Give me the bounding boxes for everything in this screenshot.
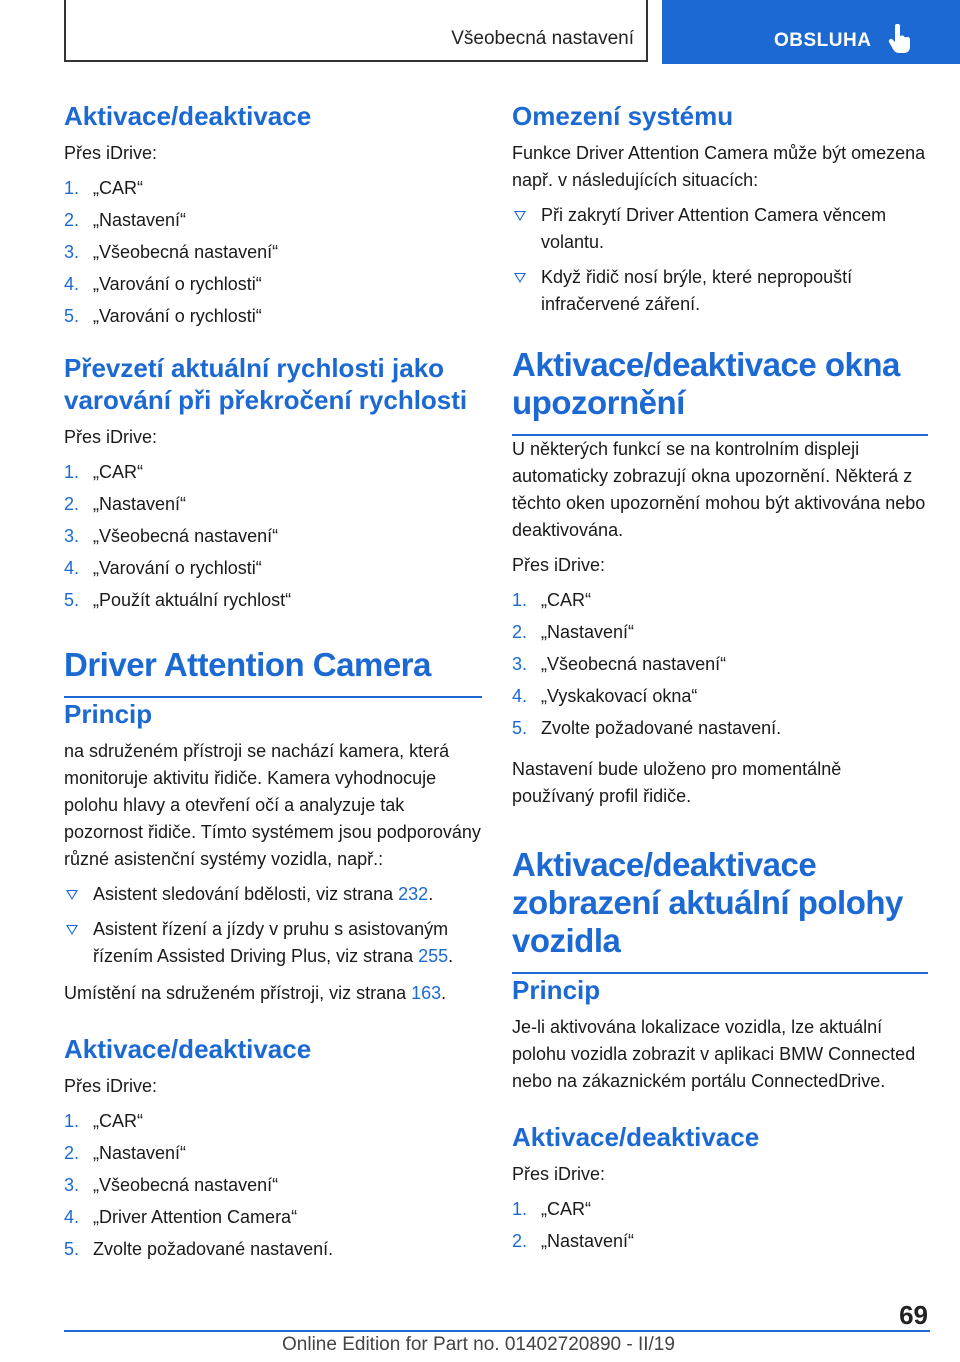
list-item: 2. „Nastavení“ xyxy=(64,1143,187,1163)
heading-vehicle-location: Aktivace/deaktivace zobrazení aktuální polohy vozidla xyxy=(512,846,928,974)
note-text: Nastavení bude uloženo pro momentálně používaný profil řidiče. xyxy=(512,759,842,806)
list-item: Když řidič nosí brýle, které nepropouští infračervené záření. xyxy=(512,264,928,318)
list-item: 3. „Všeobecná nastavení“ xyxy=(64,526,279,546)
heading-activation: Aktivace/deaktivace xyxy=(512,1122,760,1152)
triangle-bullet-icon xyxy=(66,925,78,935)
list-item: 2. „Nastavení“ xyxy=(512,1231,635,1251)
heading-driver-attention-camera: Driver Attention Camera xyxy=(64,646,482,698)
triangle-bullet-icon xyxy=(514,273,526,283)
page-link[interactable]: 232 xyxy=(398,884,429,904)
section-title: Všeobecná nastavení xyxy=(451,28,634,49)
intro-text: Přes iDrive: xyxy=(64,143,158,163)
heading-speed-takeover: Převzetí aktuální rychlosti jako varování při překročení rychlosti xyxy=(64,353,468,415)
body-text: Je-li aktivována lokalizace vozidla, lze aktuální polohu vozidla zobrazit v aplikaci BMW Connected nebo na zákaznickém portálu ConnectedDrive. xyxy=(512,1017,916,1091)
intro-text: Přes iDrive: xyxy=(512,555,606,575)
edition-text: Online Edition for Part no. 01402720890 - II/19 xyxy=(282,1334,675,1355)
list-item: Asistent sledování bdělosti, viz strana 232. xyxy=(64,881,482,908)
section-tab xyxy=(64,0,648,62)
page-footer xyxy=(64,1300,930,1355)
heading-activation: Aktivace/deaktivace xyxy=(64,1034,312,1064)
list-item: 1. „CAR“ xyxy=(512,590,591,610)
chapter-title: OBSLUHA xyxy=(774,30,872,51)
list-item: Asistent řízení a jízdy v pruhu s asistovaným řízením Assisted Driving Plus, viz strana 255. xyxy=(64,916,482,970)
bullet-list xyxy=(512,202,928,318)
heading-system-limits: Omezení systému xyxy=(512,101,734,131)
list-item: 5. Zvolte požadované nastavení. xyxy=(64,1239,334,1259)
intro-text: Přes iDrive: xyxy=(512,1164,606,1184)
heading-princip: Princip xyxy=(64,699,153,729)
list-item: 2. „Nastavení“ xyxy=(512,622,635,642)
list-item: 3. „Všeobecná nastavení“ xyxy=(512,654,727,674)
chapter-tab xyxy=(662,0,960,64)
heading-activation: Aktivace/deaktivace xyxy=(64,101,312,131)
page-number: 69 xyxy=(899,1300,928,1330)
list-item: 1. „CAR“ xyxy=(64,462,143,482)
list-item: 2. „Nastavení“ xyxy=(64,210,187,230)
location-text: Umístění na sdruženém přístroji, viz strana 163. xyxy=(64,983,447,1003)
list-item: 4. „Driver Attention Camera“ xyxy=(64,1207,298,1227)
page-header xyxy=(0,0,960,66)
list-item: 5. Zvolte požadované nastavení. xyxy=(512,718,782,738)
page-link[interactable]: 163 xyxy=(411,983,442,1003)
triangle-bullet-icon xyxy=(514,211,526,221)
body-text: na sdruženém přístroji se nachází kamera, která monitoruje aktivitu řidiče. Kamera vyhodnocuje polohu hlavy a otevření očí a analyzuje tak pozornost řidiče. Tímto systémem jsou podporovány různé asistenční systémy vozidla, např.: xyxy=(64,741,481,869)
body-text: U některých funkcí se na kontrolním displeji automaticky zobrazují okna upozornění. Některá z těchto oken upozornění mohou být aktivována nebo deaktivována. xyxy=(512,439,926,540)
heading-princip: Princip xyxy=(512,975,601,1005)
list-item: 2. „Nastavení“ xyxy=(64,494,187,514)
body-text: Funkce Driver Attention Camera může být omezena např. v následujících situacích: xyxy=(512,143,926,190)
list-item: Při zakrytí Driver Attention Camera věncem volantu. xyxy=(512,202,928,256)
list-item: 5. „Varování o rychlosti“ xyxy=(64,306,262,326)
steps-list xyxy=(64,459,482,614)
steps-list xyxy=(512,587,928,742)
steps-list xyxy=(512,1196,928,1255)
page-link[interactable]: 255 xyxy=(418,946,449,966)
list-item: 1. „CAR“ xyxy=(64,178,143,198)
list-item: 4. „Varování o rychlosti“ xyxy=(64,558,262,578)
right-column xyxy=(512,100,928,1269)
list-item: 3. „Všeobecná nastavení“ xyxy=(64,1175,279,1195)
list-item: 4. „Varování o rychlosti“ xyxy=(64,274,262,294)
list-item: 1. „CAR“ xyxy=(64,1111,143,1131)
triangle-bullet-icon xyxy=(66,890,78,900)
list-item: 3. „Všeobecná nastavení“ xyxy=(64,242,279,262)
list-item: 5. „Použít aktuální rychlost“ xyxy=(64,590,292,610)
list-item: 1. „CAR“ xyxy=(512,1199,591,1219)
bullet-list xyxy=(64,881,482,970)
hand-pointer-icon xyxy=(888,24,912,54)
steps-list xyxy=(64,175,482,330)
heading-popup-windows: Aktivace/deaktivace okna upozornění xyxy=(512,346,928,436)
footer-divider xyxy=(64,1330,864,1332)
steps-list xyxy=(64,1108,482,1263)
list-item: 4. „Vyskakovací okna“ xyxy=(512,686,698,706)
intro-text: Přes iDrive: xyxy=(64,1076,158,1096)
footer-divider xyxy=(864,1330,930,1332)
left-column xyxy=(64,100,482,1277)
intro-text: Přes iDrive: xyxy=(64,427,158,447)
